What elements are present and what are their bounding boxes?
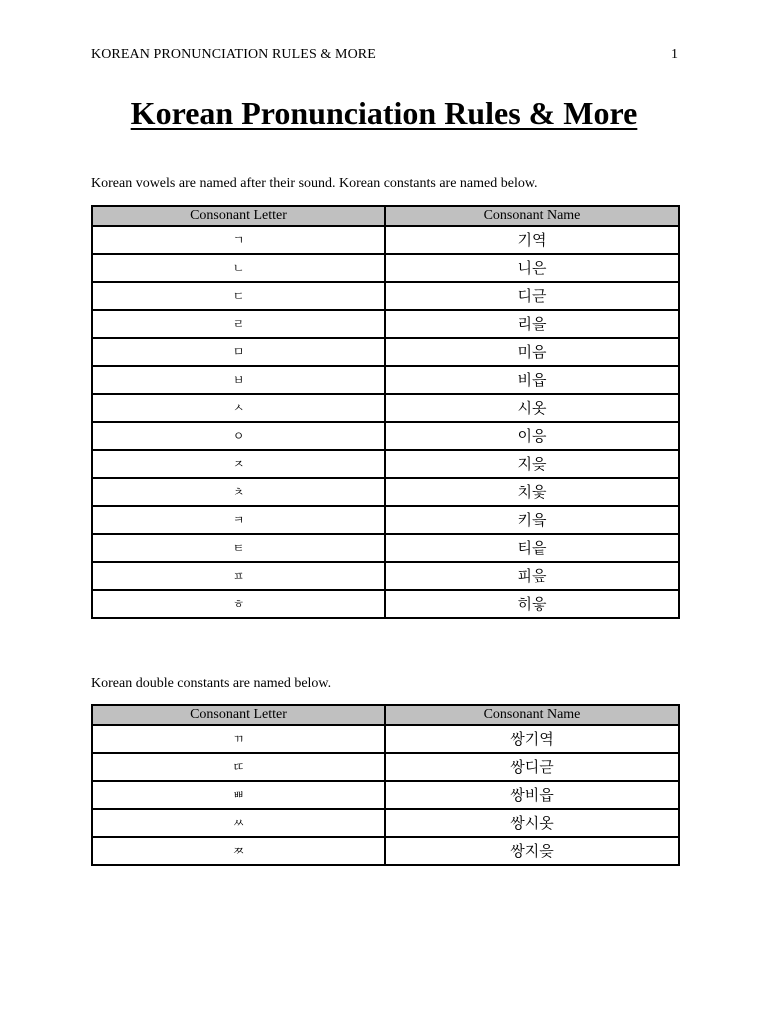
consonant-name-cell: 쌍비읍 [385, 781, 679, 809]
column-header-letter: Consonant Letter [92, 206, 385, 226]
table-row [92, 753, 679, 781]
table-row [92, 590, 679, 618]
consonant-name-cell: 미음 [385, 338, 679, 366]
running-header-title: KOREAN PRONUNCIATION RULES & MORE [91, 47, 376, 62]
document-title: Korean Pronunciation Rules & More [130, 95, 638, 131]
table-row [92, 310, 679, 338]
consonant-name-cell: 티읕 [385, 534, 679, 562]
consonant-name-cell: 시옷 [385, 394, 679, 422]
table-row [92, 226, 679, 254]
consonant-letter-cell: ㅅ [92, 394, 385, 422]
consonant-name-cell: 쌍시옷 [385, 809, 679, 837]
intro-single-consonants: Korean vowels are named after their sound. Korean constants are named below. [91, 176, 538, 191]
consonant-letter-cell: ㄷ [92, 282, 385, 310]
table-row [92, 422, 679, 450]
column-header-letter: Consonant Letter [92, 705, 385, 725]
consonant-letter-cell: ㅊ [92, 478, 385, 506]
consonant-name-cell: 기역 [385, 226, 679, 254]
consonant-letter-cell: ㅋ [92, 506, 385, 534]
consonant-letter-cell: ㅎ [92, 590, 385, 618]
consonant-name-cell: 리을 [385, 310, 679, 338]
column-header-name: Consonant Name [385, 206, 679, 226]
consonant-name-cell: 비읍 [385, 366, 679, 394]
consonant-letter-cell: ㅃ [92, 781, 385, 809]
consonant-name-cell: 치읓 [385, 478, 679, 506]
table-row [92, 781, 679, 809]
consonant-letter-cell: ㅇ [92, 422, 385, 450]
table-row [92, 837, 679, 865]
table-row [92, 282, 679, 310]
consonant-name-cell: 쌍지읒 [385, 837, 679, 865]
consonant-name-cell: 쌍기역 [385, 725, 679, 753]
consonant-letter-cell: ㅍ [92, 562, 385, 590]
consonant-name-cell: 키읔 [385, 506, 679, 534]
table-row [92, 394, 679, 422]
consonant-name-cell: 피읖 [385, 562, 679, 590]
table-row [92, 478, 679, 506]
table-row [92, 562, 679, 590]
consonant-letter-cell: ㄲ [92, 725, 385, 753]
consonant-letter-cell: ㅉ [92, 837, 385, 865]
consonant-name-cell: 디귿 [385, 282, 679, 310]
double-consonant-table [91, 704, 680, 866]
table-row [92, 366, 679, 394]
consonant-letter-cell: ㄱ [92, 226, 385, 254]
consonant-letter-cell: ㅆ [92, 809, 385, 837]
consonant-name-cell: 쌍디귿 [385, 753, 679, 781]
table-header-row [92, 705, 679, 725]
consonant-letter-cell: ㅁ [92, 338, 385, 366]
consonant-name-cell: 지읒 [385, 450, 679, 478]
table-row [92, 338, 679, 366]
intro-double-consonants: Korean double constants are named below. [91, 676, 332, 691]
consonant-letter-cell: ㅂ [92, 366, 385, 394]
table-row [92, 506, 679, 534]
table-row [92, 450, 679, 478]
page-number: 1 [671, 47, 678, 62]
table-row [92, 534, 679, 562]
consonant-letter-cell: ㄸ [92, 753, 385, 781]
table-header-row [92, 206, 679, 226]
table-row [92, 725, 679, 753]
consonant-name-cell: 이응 [385, 422, 679, 450]
table-row [92, 254, 679, 282]
consonant-letter-cell: ㄹ [92, 310, 385, 338]
column-header-name: Consonant Name [385, 705, 679, 725]
running-header [91, 46, 678, 64]
single-consonant-table [91, 205, 680, 619]
consonant-letter-cell: ㅈ [92, 450, 385, 478]
consonant-letter-cell: ㄴ [92, 254, 385, 282]
consonant-name-cell: 니은 [385, 254, 679, 282]
consonant-name-cell: 히읗 [385, 590, 679, 618]
consonant-letter-cell: ㅌ [92, 534, 385, 562]
table-row [92, 809, 679, 837]
